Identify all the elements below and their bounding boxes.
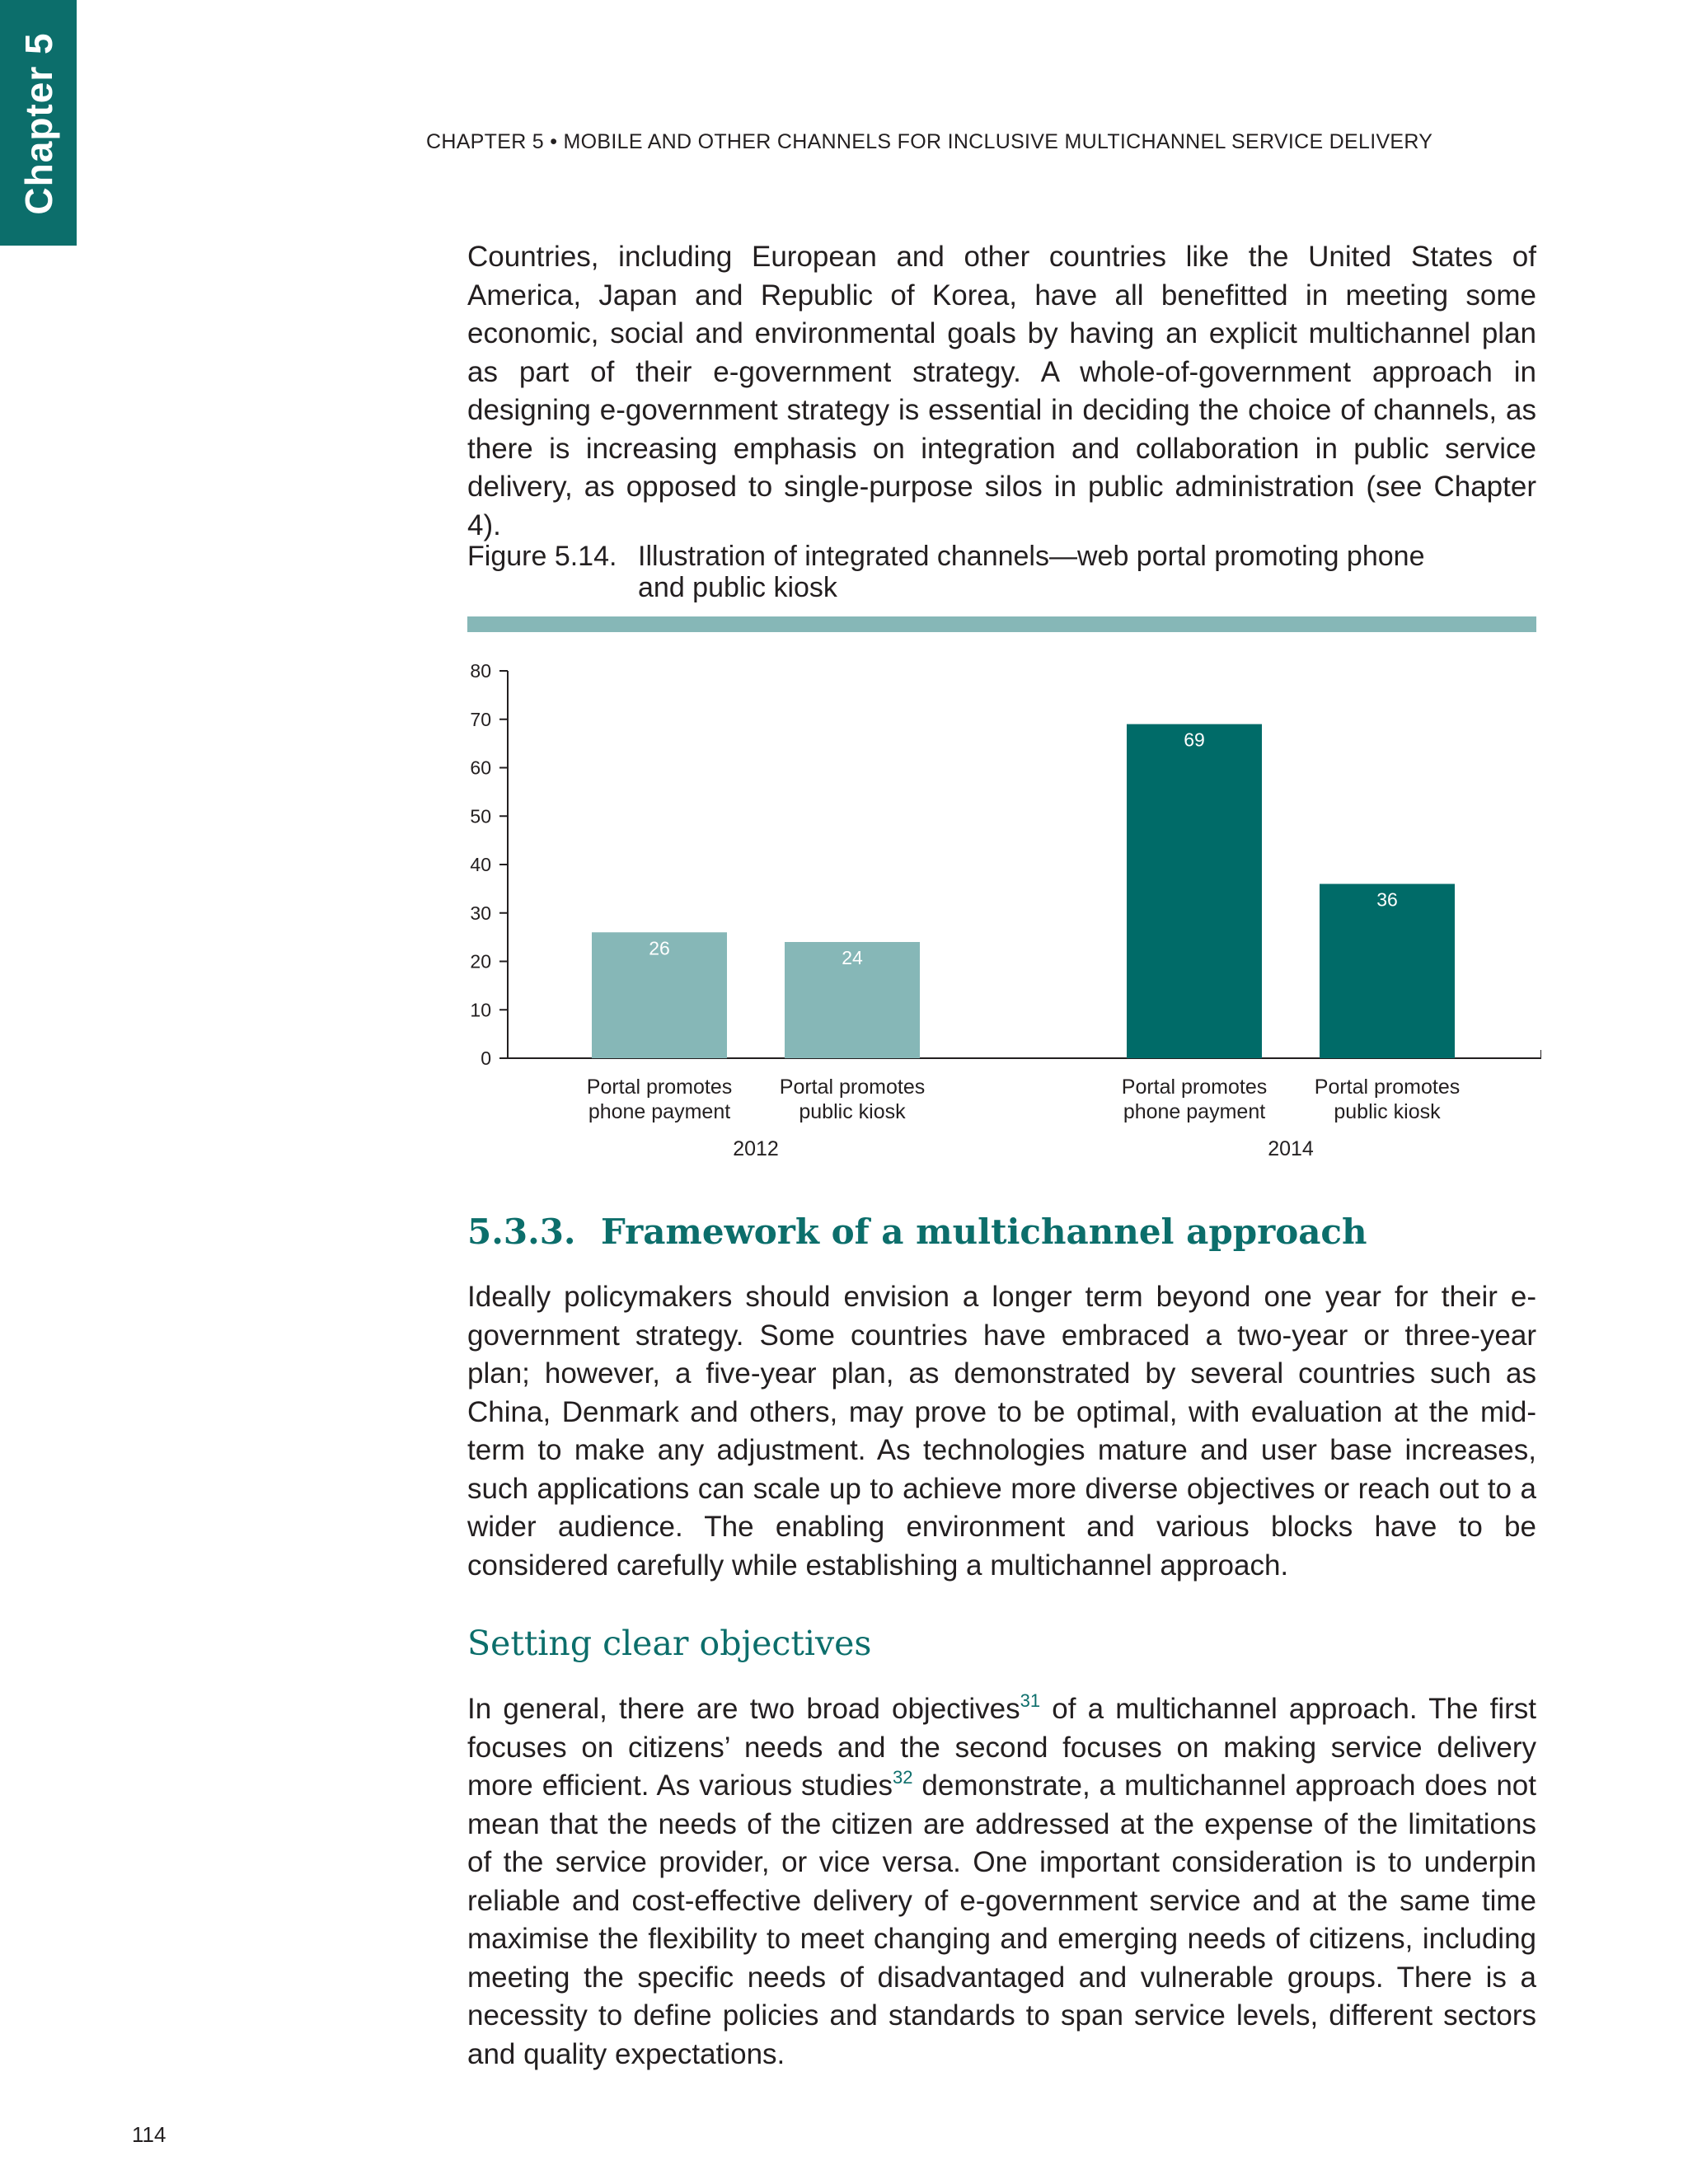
y-tick-label-0: 0: [481, 1047, 491, 1069]
figure-number: Figure 5.14.: [467, 541, 617, 572]
section-number: 5.3.3.: [467, 1212, 576, 1252]
bar-value-label-2014-1: 69: [1184, 729, 1205, 751]
category-label-2012-2-line1: Portal promotes: [779, 1076, 926, 1099]
footnote-ref-32[interactable]: 32: [892, 1767, 913, 1788]
subsection-heading: Setting clear objectives: [467, 1624, 872, 1663]
bar-value-label-2014-2: 36: [1376, 888, 1398, 911]
page-number: 114: [132, 2122, 166, 2147]
bar-chart: [453, 651, 1541, 1170]
group-label-2012: 2012: [733, 1137, 779, 1160]
chapter-side-tab-label: Chapter 5: [17, 32, 60, 215]
chapter-side-tab: [0, 0, 77, 246]
footnote-ref-31[interactable]: 31: [1020, 1690, 1041, 1711]
figure-title: Illustration of integrated channels—web portal promoting phone and public kiosk: [638, 541, 1425, 603]
bar-2014-1: [1127, 724, 1262, 1058]
section-title: Framework of a multichannel approach: [601, 1212, 1367, 1252]
bar-value-label-2012-1: 26: [649, 937, 670, 959]
y-tick-label-40: 40: [470, 854, 491, 875]
para3-text-2: of a multichannel approach. The first focuses on citizens’ needs and the second focuses on making service delivery more efficient. As various studies: [467, 1693, 1536, 1802]
y-tick-label-60: 60: [470, 757, 491, 779]
running-header: CHAPTER 5 • MOBILE AND OTHER CHANNELS FOR INCLUSIVE MULTICHANNEL SERVICE DELIVERY: [426, 130, 1433, 153]
body-paragraph-intro: Countries, including European and other countries like the United States of America, Japan and Republic of Korea, have all benefitted in meeting some economic, social and environmental goals by having an explicit multichannel plan as part of their e-government strategy. A whole-of-government approach in designing e-government strategy is essential in deciding the choice of channels, as there is increasing emphasis on integration and collaboration in public service delivery, as opposed to single-purpose silos in public administration (see Chapter 4).: [467, 241, 1536, 541]
category-label-2014-2-line2: public kiosk: [1334, 1100, 1441, 1123]
body-paragraph-objectives: [467, 1690, 1536, 2074]
y-tick-label-70: 70: [470, 708, 491, 730]
y-tick-label-50: 50: [470, 805, 491, 827]
chart-bars: [592, 724, 1455, 1058]
category-label-2014-1-line2: phone payment: [1123, 1100, 1266, 1123]
category-label-2012-1-line1: Portal promotes: [586, 1076, 733, 1099]
body-paragraph-framework: Ideally policymakers should envision a longer term beyond one year for their e-government strategy. Some countries have embraced a two-year or three-year plan; however, a five-year plan, as demonstrated by several countries such as China, Denmark and others, may prove to be optimal, with evaluation at the mid-term to make any adjustment. As technologies mature and user base increases, such applications can scale up to achieve more diverse objectives or reach out to a wider audience. The enabling environment and various blocks have to be considered carefully while establishing a multichannel approach.: [467, 1281, 1536, 1582]
para3-text-3: demonstrate, a multichannel approach does not mean that the needs of the citizen are addressed at the expense of the limitations of the service provider, or vice versa. One important consideration is to underpin reliable and cost-effective delivery of e-government service and at the same time maximise the flexibility to meet changing and emerging needs of citizens, including meeting the specific needs of disadvantaged and vulnerable groups. There is a necessity to define policies and standards to span service levels, different sectors and quality expectations.: [467, 1769, 1536, 2070]
section-heading: [467, 1212, 1367, 1252]
y-tick-label-20: 20: [470, 950, 491, 972]
category-label-2014-2-line1: Portal promotes: [1314, 1076, 1461, 1099]
category-label-2012-1-line2: phone payment: [588, 1100, 731, 1123]
figure-header-bar: [467, 616, 1536, 632]
y-tick-label-10: 10: [470, 999, 491, 1021]
y-tick-label-30: 30: [470, 902, 491, 924]
group-label-2014: 2014: [1268, 1137, 1314, 1160]
bar-value-label-2012-2: 24: [842, 947, 863, 968]
category-label-2014-1-line1: Portal promotes: [1121, 1076, 1268, 1099]
category-label-2012-2-line2: public kiosk: [799, 1100, 906, 1123]
para3-text-1: In general, there are two broad objectives: [467, 1693, 1020, 1725]
y-tick-label-80: 80: [470, 660, 491, 682]
